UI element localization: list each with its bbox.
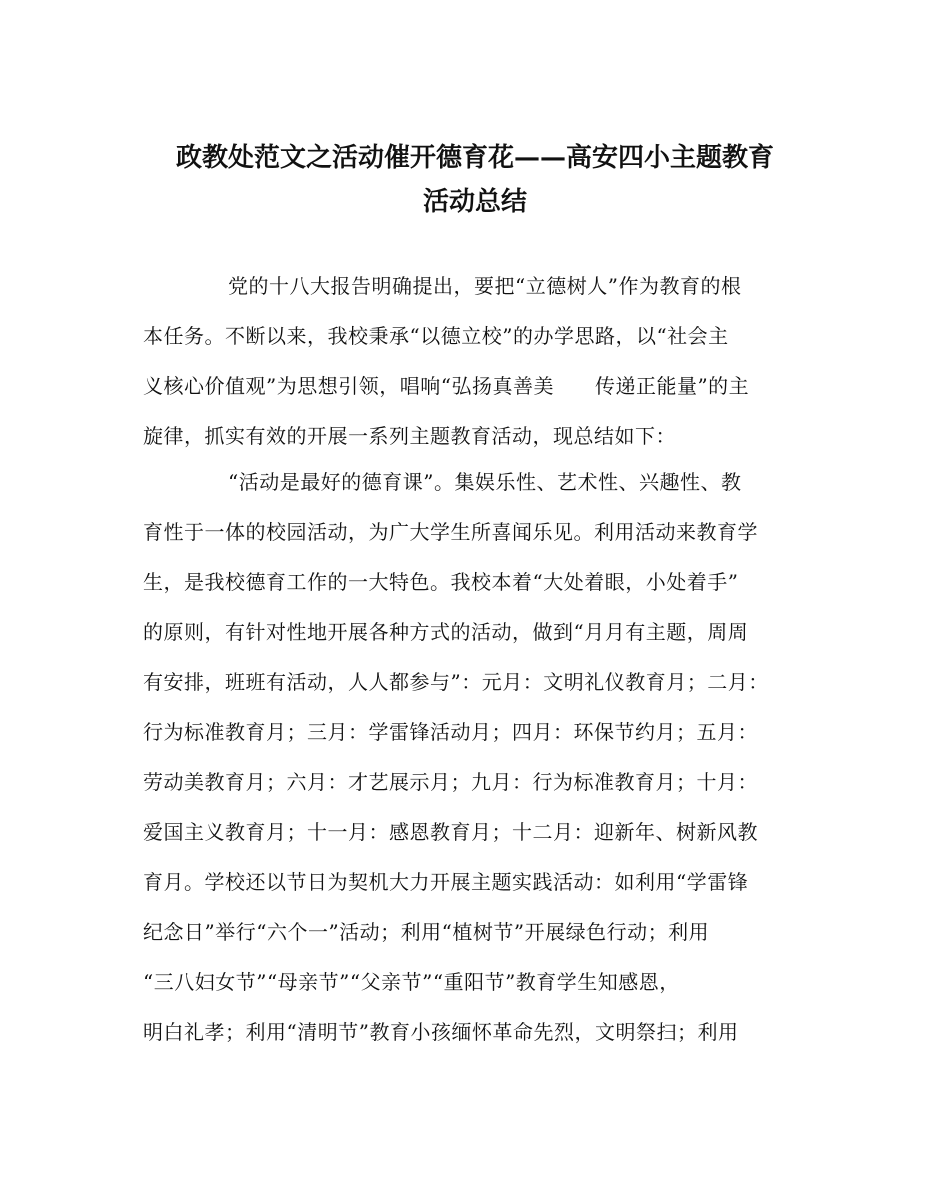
paragraph-2-line: 劳动美教育月；六月：才艺展示月；九月：行为标准教育月；十月： bbox=[143, 770, 758, 794]
paragraph-1-line: 旋律，抓实有效的开展一系列主题教育活动，现总结如下： bbox=[143, 424, 676, 448]
paragraph-2-line: 生，是我校德育工作的一大特色。我校本着“大处着眼，小处着手” bbox=[143, 570, 739, 594]
paragraph-2-line: 纪念日”举行“六个一”活动；利用“植树节”开展绿色行动；利用 bbox=[143, 920, 710, 944]
paragraph-2-line: 行为标准教育月；三月：学雷锋活动月；四月：环保节约月；五月： bbox=[143, 720, 758, 744]
paragraph-2-line: “活动是最好的德育课”。集娱乐性、艺术性、兴趣性、教 bbox=[228, 470, 742, 494]
paragraph-1-line: 党的十八大报告明确提出，要把“立德树人”作为教育的根 bbox=[228, 274, 742, 298]
document-title-line-1: 政教处范文之活动催开德育花——高安四小主题教育 bbox=[175, 143, 774, 173]
paragraph-2-line: 的原则，有针对性地开展各种方式的活动，做到“月月有主题，周周 bbox=[143, 620, 749, 644]
paragraph-2-line: 育月。学校还以节日为契机大力开展主题实践活动：如利用“学雷锋 bbox=[143, 870, 749, 894]
paragraph-1-line: 义核心价值观”为思想引领，唱响“弘扬真善美 传递正能量”的主 bbox=[143, 374, 750, 398]
paragraph-2-line: 明白礼孝；利用“清明节”教育小孩缅怀革命先烈，文明祭扫；利用 bbox=[143, 1020, 739, 1044]
paragraph-1-line: 本任务。不断以来，我校秉承“以德立校”的办学思路，以“社会主 bbox=[143, 324, 729, 348]
document-title-line-2: 活动总结 bbox=[422, 187, 527, 217]
paragraph-2-line: “三八妇女节”“母亲节”“父亲节”“重阳节”教育学生知感恩， bbox=[143, 970, 680, 994]
paragraph-2-line: 有安排，班班有活动，人人都参与”：元月：文明礼仪教育月；二月： bbox=[143, 670, 769, 694]
paragraph-2-line: 爱国主义教育月；十一月：感恩教育月；十二月：迎新年、树新风教 bbox=[143, 820, 758, 844]
paragraph-2-line: 育性于一体的校园活动，为广大学生所喜闻乐见。利用活动来教育学 bbox=[143, 520, 758, 544]
